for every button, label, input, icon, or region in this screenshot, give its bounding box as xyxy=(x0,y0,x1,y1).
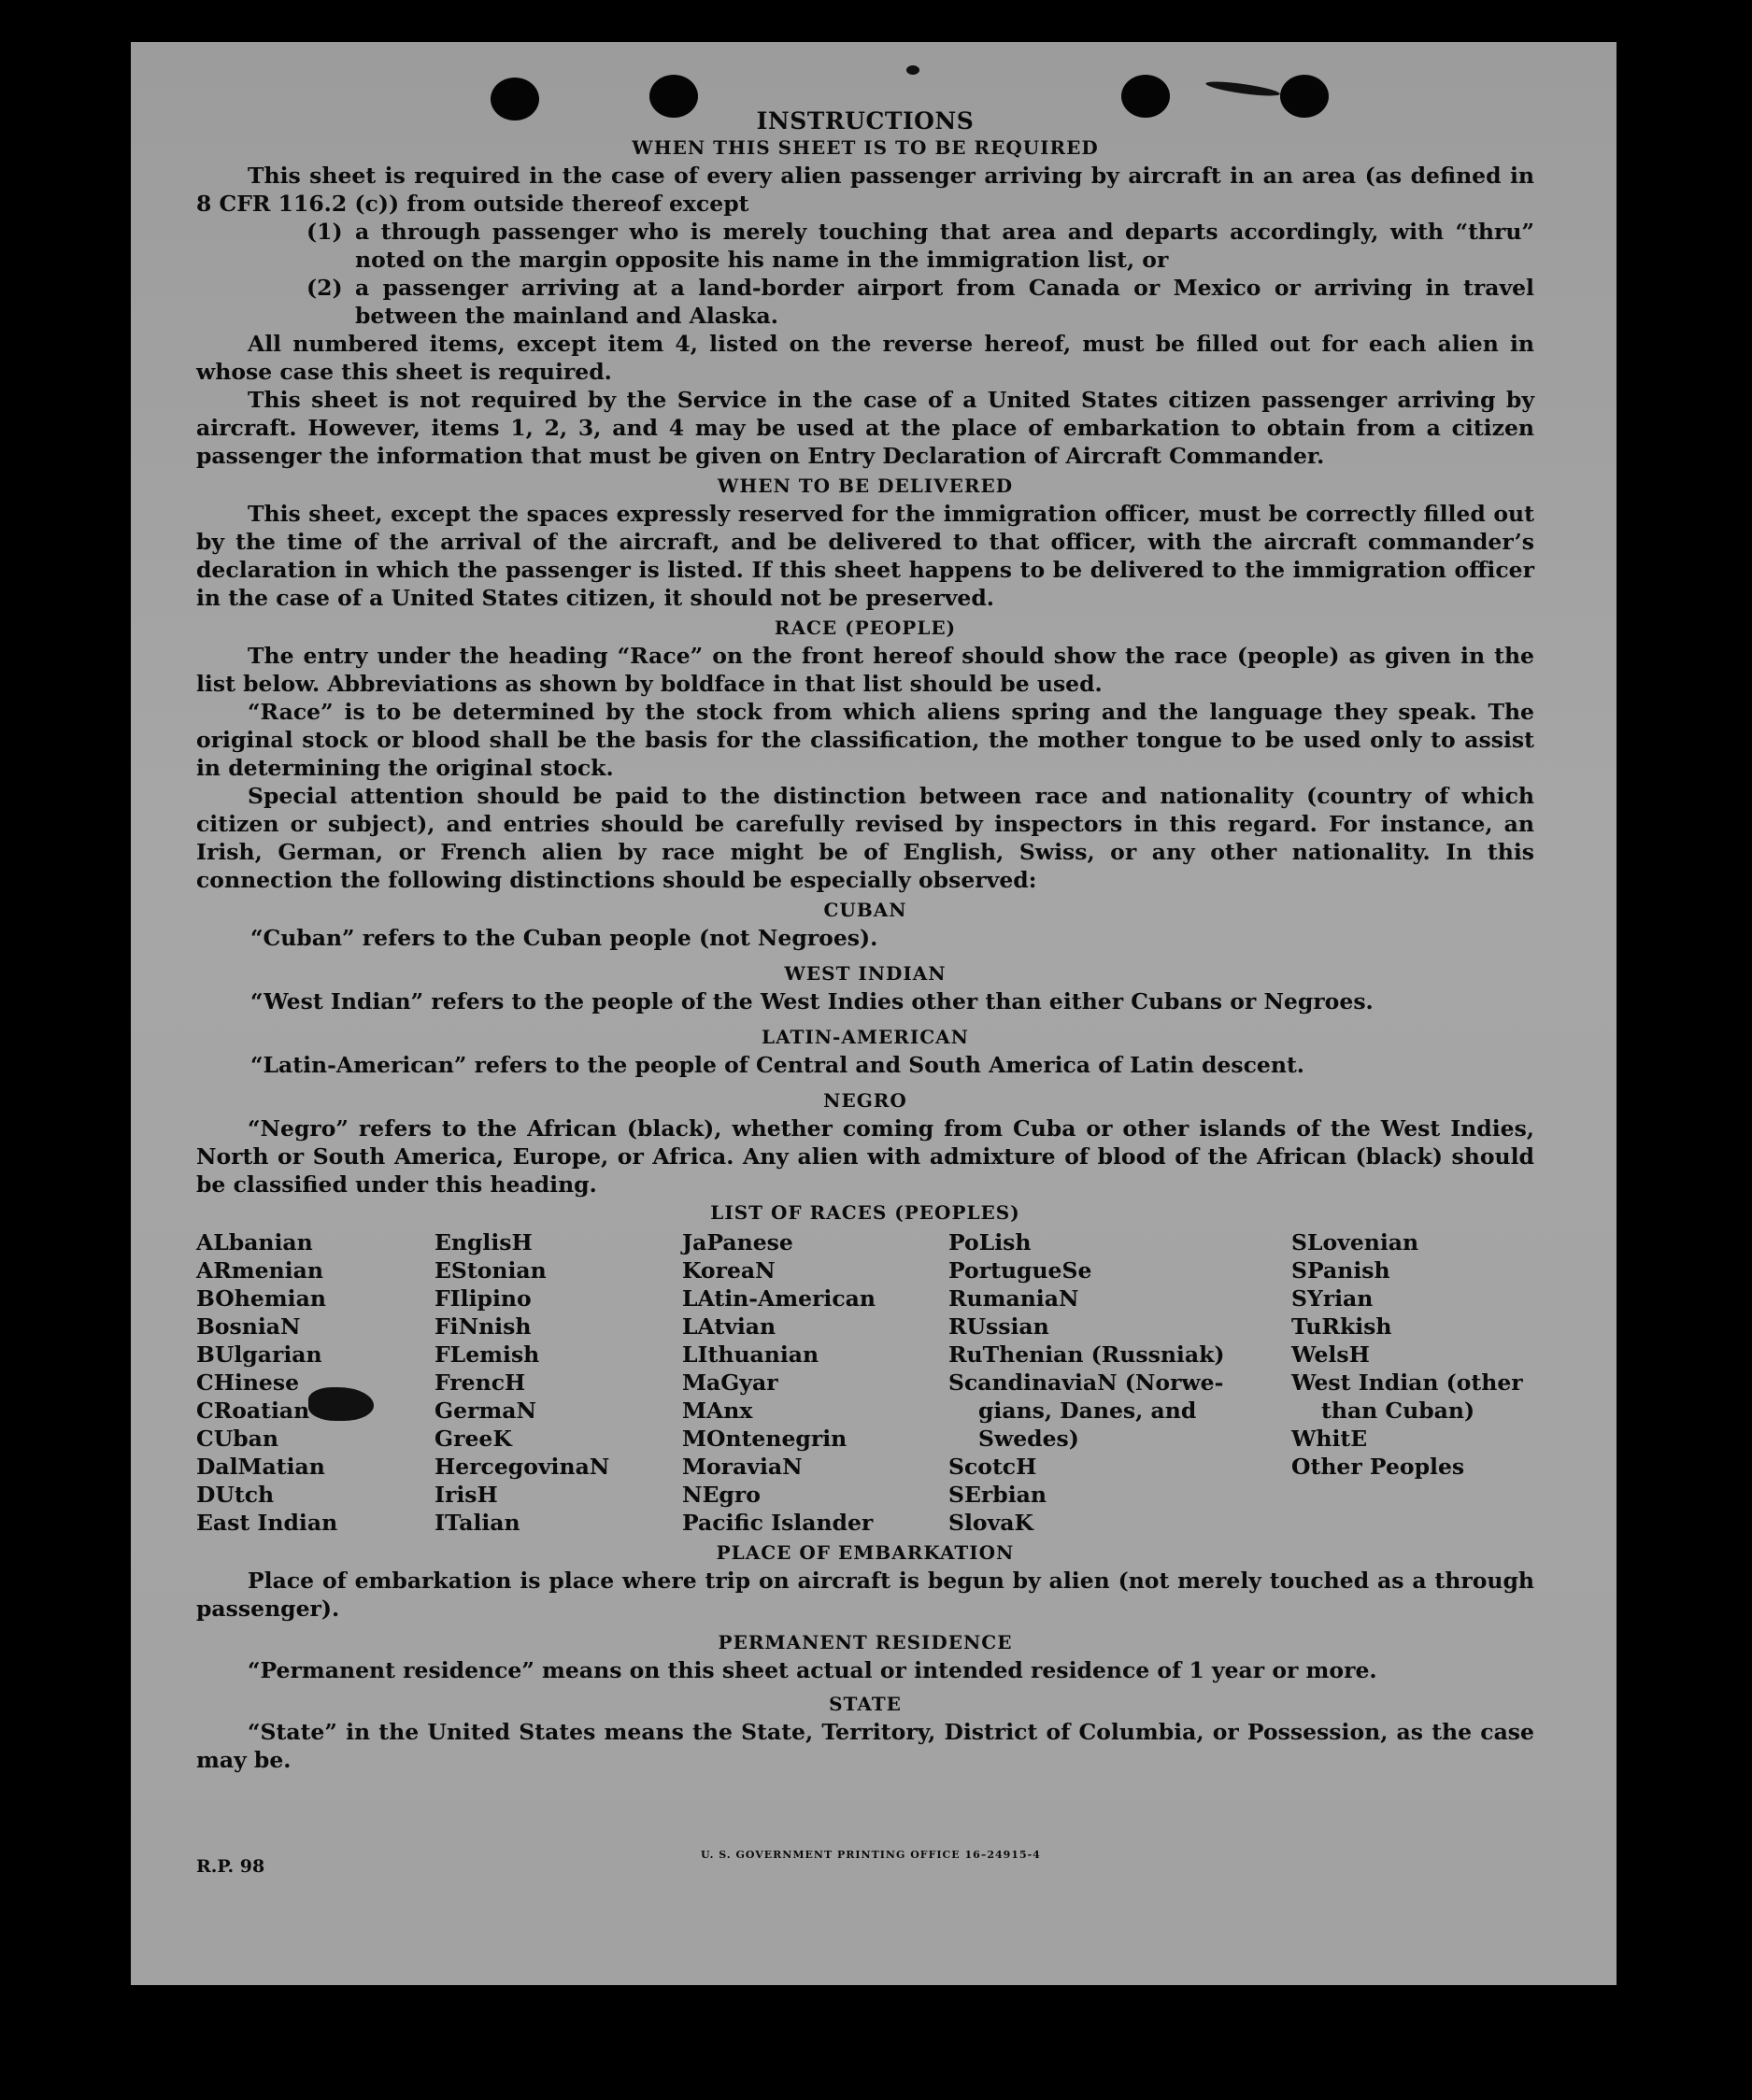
definition-text: “Cuban” refers to the Cuban people (not Negroes). xyxy=(250,925,878,951)
race-entry: DalMatian xyxy=(196,1454,325,1480)
race-entry: SLovenian xyxy=(1291,1229,1419,1256)
race-entry: WelsH xyxy=(1291,1341,1370,1368)
race-entry: ScandinaviaN (Norwe- xyxy=(948,1369,1224,1396)
scuff-mark xyxy=(1205,78,1281,98)
race-entry: BUlgarian xyxy=(196,1341,322,1368)
race-entry-continued: than Cuban) xyxy=(1321,1398,1475,1424)
races-column xyxy=(1291,1228,1534,1537)
section-heading-list-of-races: LIST OF RACES (PEOPLES) xyxy=(710,1201,1020,1224)
race-entry: SPanish xyxy=(1291,1257,1390,1284)
race-entry: HercegovinaN xyxy=(434,1454,610,1480)
race-entry: TuRkish xyxy=(1291,1313,1392,1340)
race-entry: FIlipino xyxy=(434,1285,532,1312)
race-entry: FiNnish xyxy=(434,1313,532,1340)
paragraph: This sheet, except the spaces expressly reserved for the immigration officer, must be correctly filled out by the time of the arrival of the aircraft, and be delivered to that officer, with the aircraft commander’s declaration in which the passenger is listed. If this sheet happens to be delivered to the immigration officer in the case of a United States citizen, it should not be preserved. xyxy=(196,501,1534,611)
paragraph: All numbered items, except item 4, listed on the reverse hereof, must be filled out for each alien in whose case this sheet is required. xyxy=(196,331,1534,385)
race-entry: SErbian xyxy=(948,1482,1047,1508)
race-entry: PortugueSe xyxy=(948,1257,1092,1284)
races-column xyxy=(682,1228,948,1537)
list-text: a through passenger who is merely touching that area and departs accordingly, with “thru” noted on the margin opposite his name in the immigration list, or xyxy=(355,219,1534,273)
section-heading-embarkation: PLACE OF EMBARKATION xyxy=(716,1541,1015,1564)
race-entry: East Indian xyxy=(196,1510,338,1536)
race-entry: LIthuanian xyxy=(682,1341,819,1368)
race-entry: FLemish xyxy=(434,1341,540,1368)
race-entry: FrencH xyxy=(434,1369,526,1396)
list-number: (1) xyxy=(306,219,343,245)
races-column xyxy=(196,1228,434,1537)
race-entry: CHinese xyxy=(196,1369,300,1396)
race-entry: MoraviaN xyxy=(682,1454,803,1480)
paragraph: Place of embarkation is place where trip on aircraft is begun by alien (not merely touched as a through passenger). xyxy=(196,1568,1534,1622)
race-entry: GermaN xyxy=(434,1398,536,1424)
instructions-content xyxy=(196,106,1534,1877)
race-entry: Pacific Islander xyxy=(682,1510,874,1536)
race-entry: CUban xyxy=(196,1426,278,1452)
list-item xyxy=(196,274,1534,330)
race-entry: NEgro xyxy=(682,1482,761,1508)
race-entry: RumaniaN xyxy=(948,1285,1079,1312)
definition-text: “Latin-American” refers to the people of Central and South America of Latin descent. xyxy=(250,1052,1304,1078)
race-entry: KoreaN xyxy=(682,1257,776,1284)
race-entry: SlovaK xyxy=(948,1510,1033,1536)
race-entry: RUssian xyxy=(948,1313,1049,1340)
race-entry-continued: gians, Danes, and xyxy=(978,1398,1197,1424)
race-entry: RuThenian (Russniak) xyxy=(948,1341,1225,1368)
race-entry: ARmenian xyxy=(196,1257,323,1284)
page-title: INSTRUCTIONS xyxy=(756,107,975,135)
race-entry: SYrian xyxy=(1291,1285,1374,1312)
paragraph: Special attention should be paid to the distinction between race and nationality (country of which citizen or subject), and entries should be carefully revised by inspectors in this regard. For instance, an Irish, German, or French alien by race might be of English, Swiss, or any other nationality. In this connection the following distinctions should be especially observed: xyxy=(196,783,1534,893)
race-entry: Other Peoples xyxy=(1291,1454,1465,1480)
section-heading-residence: PERMANENT RESIDENCE xyxy=(718,1631,1013,1653)
paragraph: This sheet is required in the case of every alien passenger arriving by aircraft in an area (as defined in 8 CFR 116.2 (c)) from outside thereof except xyxy=(196,163,1534,217)
race-entry: BOhemian xyxy=(196,1285,326,1312)
race-entry: JaPanese xyxy=(682,1229,793,1256)
section-heading-cuban: CUBAN xyxy=(823,899,907,921)
paragraph: “Permanent residence” means on this sheet actual or intended residence of 1 year or more. xyxy=(248,1657,1377,1683)
document-sheet xyxy=(131,42,1617,1985)
scuff-mark xyxy=(906,65,919,75)
section-heading-state: STATE xyxy=(829,1693,902,1715)
section-heading-latin-american: LATIN-AMERICAN xyxy=(762,1026,969,1048)
race-entry: MAnx xyxy=(682,1398,753,1424)
section-heading-negro: NEGRO xyxy=(823,1089,907,1112)
races-column xyxy=(434,1228,682,1537)
race-entry: MOntenegrin xyxy=(682,1426,848,1452)
definition-text: “West Indian” refers to the people of the West Indies other than either Cubans or Negroes. xyxy=(250,988,1374,1015)
race-entry: BosniaN xyxy=(196,1313,301,1340)
list-number: (2) xyxy=(306,275,343,301)
form-number: R.P. 98 xyxy=(196,1856,265,1877)
race-entry: PoLish xyxy=(948,1229,1032,1256)
race-entry: MaGyar xyxy=(682,1369,778,1396)
races-column xyxy=(948,1228,1291,1537)
list-item xyxy=(196,218,1534,274)
races-list xyxy=(196,1228,1534,1537)
race-entry: ITalian xyxy=(434,1510,520,1536)
paragraph: “Negro” refers to the African (black), whether coming from Cuba or other islands of the West Indies, North or South America, Europe, or Africa. Any alien with admixture of blood of the African (black) should be classified under this heading. xyxy=(196,1115,1534,1198)
paragraph: The entry under the heading “Race” on the front hereof should show the race (people) as given in the list below. Abbreviations as shown by boldface in that list should be used. xyxy=(196,643,1534,697)
section-heading-required: WHEN THIS SHEET IS TO BE REQUIRED xyxy=(632,136,1099,159)
race-entry: EStonian xyxy=(434,1257,547,1284)
race-entry: WhitE xyxy=(1291,1426,1368,1452)
race-entry-continued: Swedes) xyxy=(978,1426,1079,1452)
race-entry: DUtch xyxy=(196,1482,275,1508)
race-entry: ScotcH xyxy=(948,1454,1037,1480)
list-text: a passenger arriving at a land-border airport from Canada or Mexico or arriving in travel between the mainland and Alaska. xyxy=(355,275,1534,329)
section-heading-west-indian: WEST INDIAN xyxy=(784,962,947,985)
race-entry: ALbanian xyxy=(196,1229,313,1256)
race-entry: CRoatian xyxy=(196,1398,310,1424)
race-entry: LAtin-American xyxy=(682,1285,876,1312)
race-entry: EnglisH xyxy=(434,1229,533,1256)
printer-imprint: U. S. GOVERNMENT PRINTING OFFICE 16–24915-4 xyxy=(701,1849,1041,1861)
section-heading-race: RACE (PEOPLE) xyxy=(774,617,957,639)
race-entry: West Indian (other xyxy=(1291,1369,1523,1396)
paragraph: “State” in the United States means the State, Territory, District of Columbia, or Possession, as the case may be. xyxy=(196,1719,1534,1773)
race-entry: LAtvian xyxy=(682,1313,776,1340)
race-entry: GreeK xyxy=(434,1426,512,1452)
section-heading-delivered: WHEN TO BE DELIVERED xyxy=(717,475,1014,497)
paragraph: This sheet is not required by the Service in the case of a United States citizen passenger arriving by aircraft. However, items 1, 2, 3, and 4 may be used at the place of embarkation to obtain from a citizen passenger the information that must be given on Entry Declaration of Aircraft Commander. xyxy=(196,387,1534,469)
race-entry: IrisH xyxy=(434,1482,498,1508)
paragraph: “Race” is to be determined by the stock from which aliens spring and the language they speak. The original stock or blood shall be the basis for the classification, the mother tongue to be used only to assist in determining the original stock. xyxy=(196,699,1534,781)
